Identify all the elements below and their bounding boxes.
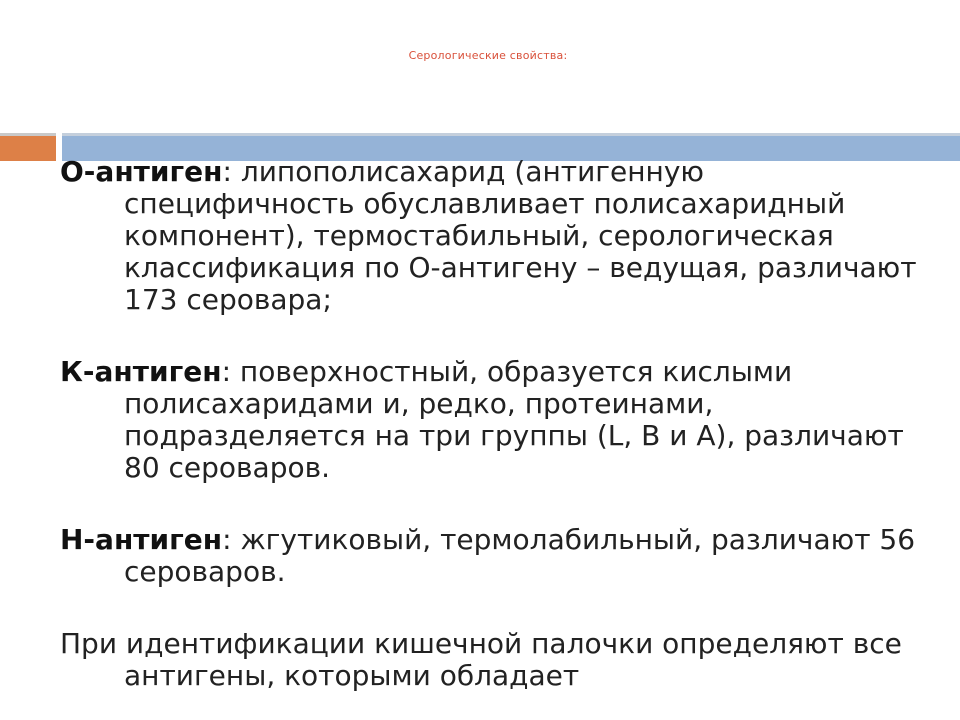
accent-bar-blue-highlight <box>62 133 960 136</box>
term-h-antigen: Н-антиген <box>60 523 223 556</box>
paragraph-k-antigen <box>60 356 940 484</box>
slide-title: Серологические свойства: <box>408 49 568 62</box>
text-h-antigen: : жгутиковый, термолабильный, различают 56 сероваров. <box>124 523 916 588</box>
term-k-antigen: К-антиген <box>60 355 222 388</box>
text-k-antigen: : поверхностный, образуется кислыми полисахаридами и, редко, протеинами, подразделяется на три группы (L, В и А), различают 80 сероваров. <box>124 355 904 484</box>
paragraph-o-antigen <box>60 156 940 316</box>
accent-bar-orange-highlight <box>0 133 56 136</box>
term-o-antigen: О-антиген <box>60 155 223 188</box>
paragraph-identification <box>60 628 940 692</box>
slide-body <box>60 156 940 692</box>
accent-bar-orange <box>0 133 56 161</box>
paragraph-h-antigen <box>60 524 940 588</box>
text-o-antigen: : липополисахарид (антигенную специфичность обуславливает полисахаридный компонент), термостабильный, серологическая классификация по О-антигену – ведущая, различают 173 серовара; <box>124 155 917 316</box>
text-identification: При идентификации кишечной палочки определяют все антигены, которыми обладает <box>60 627 902 692</box>
